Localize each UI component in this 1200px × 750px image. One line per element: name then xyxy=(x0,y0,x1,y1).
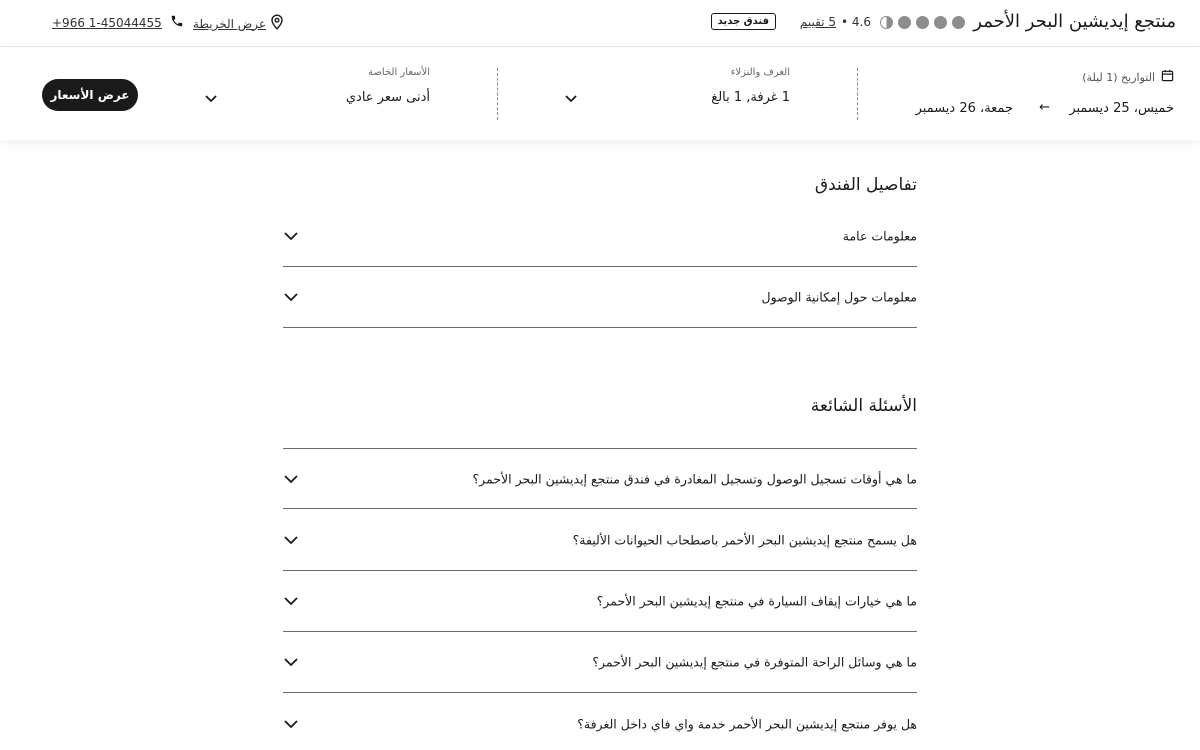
booking-search-bar xyxy=(0,48,1200,140)
chevron-down-icon[interactable] xyxy=(563,90,579,110)
faq-question: ما هي خيارات إيقاف السيارة في منتجع إيديشين البحر الأحمر؟ xyxy=(596,593,917,609)
show-prices-button[interactable]: عرض الأسعار xyxy=(42,79,138,111)
phone-number: +966 1-45044455 xyxy=(52,15,162,30)
phone-link[interactable] xyxy=(52,14,184,31)
chevron-down-icon xyxy=(283,593,299,609)
dates-label-text: التواريخ (1 ليلة) xyxy=(1082,70,1155,84)
rating-dot-icon xyxy=(916,16,929,29)
faq-item[interactable] xyxy=(283,448,917,509)
rooms-guests-label: الغرف والنزلاء xyxy=(730,67,790,78)
faq-item[interactable] xyxy=(283,693,917,750)
faq-question: هل يسمح منتجع إيديشين البحر الأحمر باصطحاب الحيوانات الأليفة؟ xyxy=(572,532,917,548)
faq-question: ما هي أوقات تسجيل الوصول وتسجيل المغادرة في فندق منتجع إيديشين البحر الأحمر؟ xyxy=(472,471,917,486)
check-out-date[interactable]: جمعة، 26 ديسمبر xyxy=(915,101,1013,116)
faq-item[interactable] xyxy=(283,510,917,571)
new-hotel-badge: فندق جديد xyxy=(711,13,776,30)
check-in-date[interactable]: خميس، 25 ديسمبر xyxy=(1069,101,1174,116)
faq-title: الأسئلة الشائعة xyxy=(810,396,917,416)
rating-dot-icon xyxy=(934,16,947,29)
reviews-link[interactable]: 5 تقييم xyxy=(799,15,836,29)
dates-label xyxy=(1082,69,1174,85)
chevron-down-icon xyxy=(283,532,299,548)
rating-half-dot-icon xyxy=(880,16,893,29)
map-link[interactable] xyxy=(193,14,284,33)
hotel-name: منتجع إيديشين البحر الأحمر xyxy=(973,11,1176,32)
chevron-down-icon xyxy=(283,228,299,244)
chevron-down-icon xyxy=(283,471,299,487)
location-pin-icon xyxy=(270,14,284,33)
hotel-header xyxy=(0,0,1200,47)
faq-item[interactable] xyxy=(283,571,917,632)
rating-dot-icon xyxy=(952,16,965,29)
arrow-icon: ← xyxy=(1039,100,1050,115)
special-rates-label: الأسعار الخاصة xyxy=(368,67,430,78)
chevron-down-icon[interactable] xyxy=(203,90,219,110)
special-rates-select[interactable]: أدنى سعر عادي xyxy=(345,90,430,105)
rating-dot-icon xyxy=(898,16,911,29)
rooms-guests-select[interactable]: 1 غرفة, 1 بالغ xyxy=(711,90,790,105)
divider xyxy=(857,68,858,120)
calendar-icon xyxy=(1161,69,1174,85)
accordion-label: معلومات عامة xyxy=(842,228,917,244)
faq-item[interactable] xyxy=(283,632,917,693)
faq-question: ما هي وسائل الراحة المتوفرة في منتجع إيديشين البحر الأحمر؟ xyxy=(592,654,917,670)
accordion-item-general-info[interactable] xyxy=(283,206,917,267)
chevron-down-icon xyxy=(283,289,299,305)
rating-score: 4.6 • xyxy=(841,15,871,29)
faq-question: هل يوفر منتجع إيديشين البحر الأحمر خدمة واي فاي داخل الغرفة؟ xyxy=(577,716,917,731)
phone-icon xyxy=(170,14,184,31)
chevron-down-icon xyxy=(283,654,299,670)
divider xyxy=(497,68,498,120)
chevron-down-icon xyxy=(283,716,299,732)
rating xyxy=(800,15,965,29)
accordion-label: معلومات حول إمكانية الوصول xyxy=(761,289,917,305)
map-link-label: عرض الخريطة xyxy=(193,16,267,31)
hotel-details-title: تفاصيل الفندق xyxy=(814,175,917,195)
accordion-item-accessibility[interactable] xyxy=(283,267,917,328)
